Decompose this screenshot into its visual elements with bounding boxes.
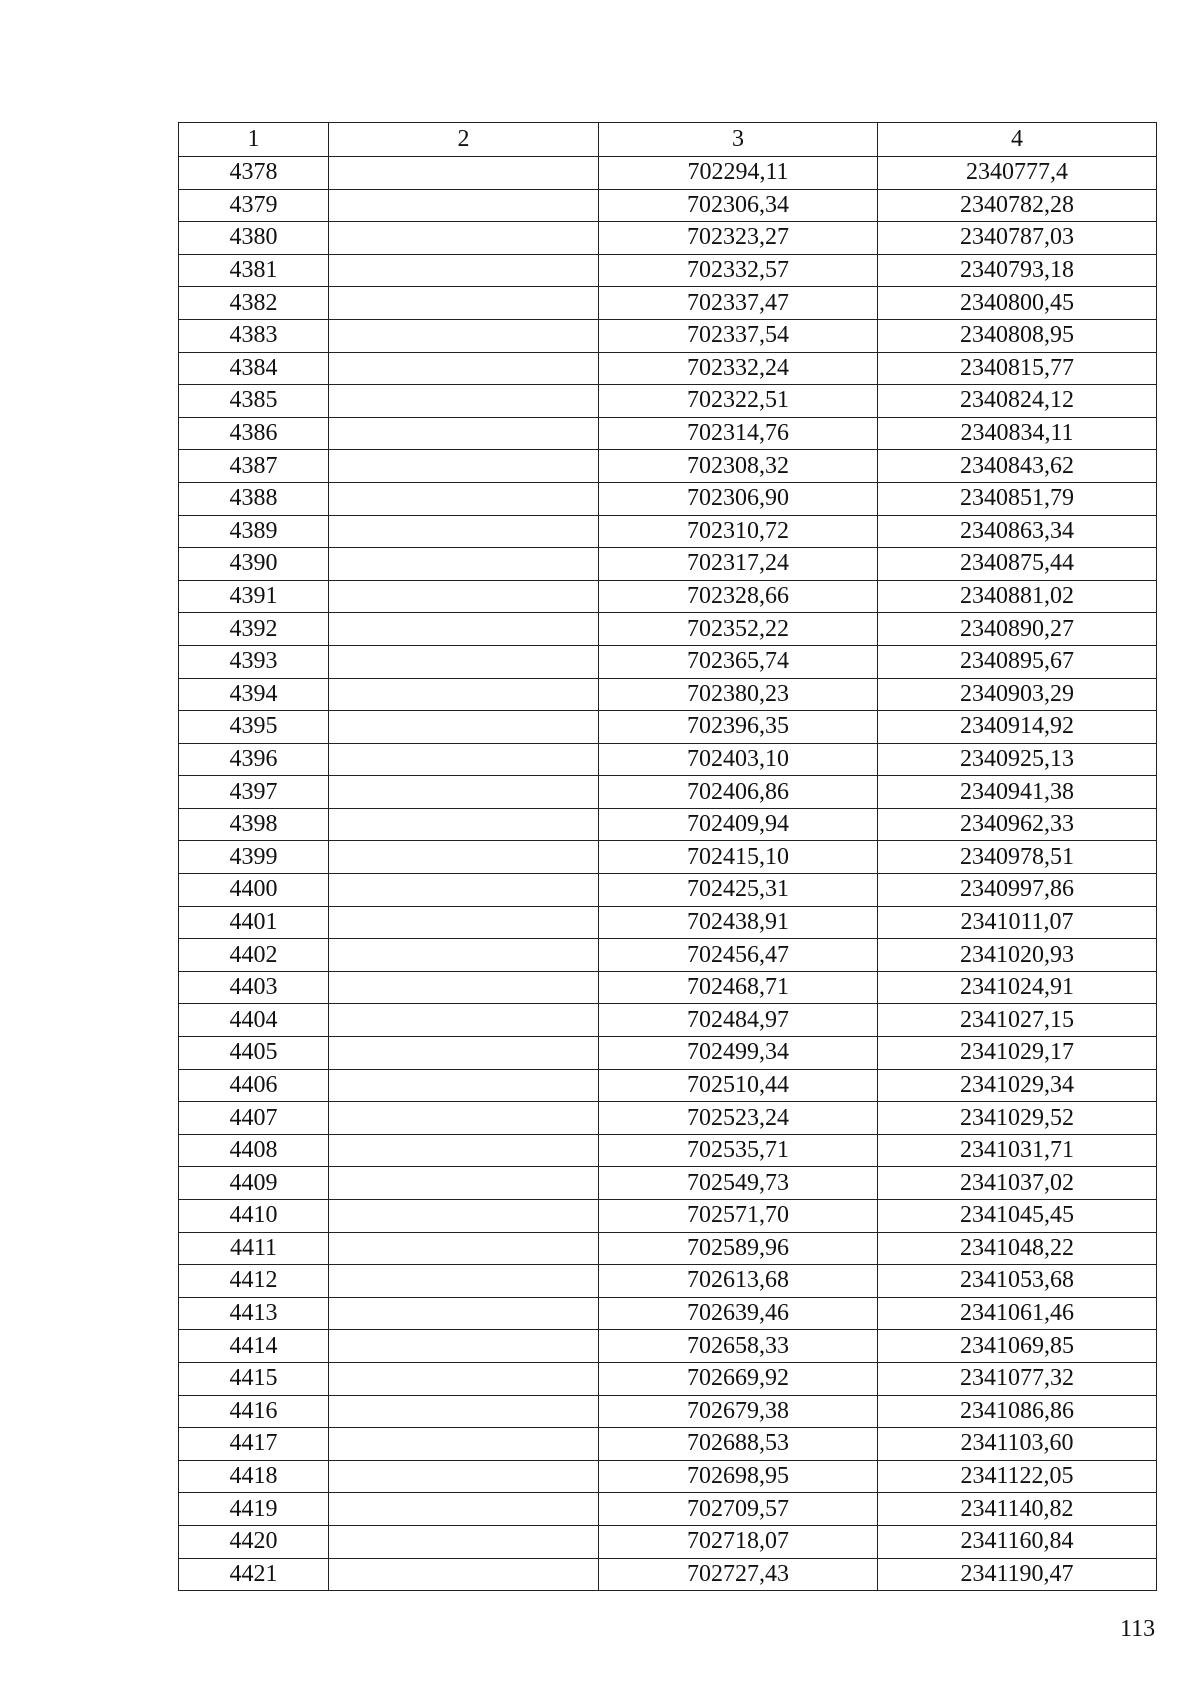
x-coordinate-cell: 702415,10 bbox=[599, 841, 878, 874]
point-number-cell: 4414 bbox=[179, 1330, 329, 1363]
column-2-cell bbox=[329, 580, 599, 613]
point-number-cell: 4412 bbox=[179, 1265, 329, 1298]
x-coordinate-cell: 702468,71 bbox=[599, 971, 878, 1004]
x-coordinate-cell: 702535,71 bbox=[599, 1134, 878, 1167]
column-2-cell bbox=[329, 482, 599, 515]
point-number-cell: 4409 bbox=[179, 1167, 329, 1200]
x-coordinate-cell: 702718,07 bbox=[599, 1525, 878, 1558]
y-coordinate-cell: 2340787,03 bbox=[878, 222, 1157, 255]
column-2-cell bbox=[329, 678, 599, 711]
x-coordinate-cell: 702669,92 bbox=[599, 1362, 878, 1395]
table-row bbox=[179, 417, 1157, 450]
point-number-cell: 4395 bbox=[179, 711, 329, 744]
table-row bbox=[179, 645, 1157, 678]
table-row bbox=[179, 1200, 1157, 1233]
column-2-cell bbox=[329, 548, 599, 581]
y-coordinate-cell: 2341103,60 bbox=[878, 1428, 1157, 1461]
x-coordinate-cell: 702688,53 bbox=[599, 1428, 878, 1461]
table-row bbox=[179, 874, 1157, 907]
column-2-cell bbox=[329, 711, 599, 744]
point-number-cell: 4387 bbox=[179, 450, 329, 483]
point-number-cell: 4381 bbox=[179, 254, 329, 287]
y-coordinate-cell: 2341048,22 bbox=[878, 1232, 1157, 1265]
point-number-cell: 4403 bbox=[179, 971, 329, 1004]
column-2-cell bbox=[329, 515, 599, 548]
x-coordinate-cell: 702308,32 bbox=[599, 450, 878, 483]
x-coordinate-cell: 702337,54 bbox=[599, 319, 878, 352]
point-number-cell: 4391 bbox=[179, 580, 329, 613]
table-row bbox=[179, 1167, 1157, 1200]
column-2-cell bbox=[329, 319, 599, 352]
point-number-cell: 4413 bbox=[179, 1297, 329, 1330]
coordinates-table bbox=[178, 122, 1157, 1591]
y-coordinate-cell: 2340875,44 bbox=[878, 548, 1157, 581]
point-number-cell: 4392 bbox=[179, 613, 329, 646]
point-number-cell: 4398 bbox=[179, 808, 329, 841]
x-coordinate-cell: 702499,34 bbox=[599, 1037, 878, 1070]
column-2-cell bbox=[329, 1037, 599, 1070]
table-row bbox=[179, 1069, 1157, 1102]
y-coordinate-cell: 2341029,52 bbox=[878, 1102, 1157, 1135]
y-coordinate-cell: 2340834,11 bbox=[878, 417, 1157, 450]
column-2-cell bbox=[329, 1134, 599, 1167]
y-coordinate-cell: 2340941,38 bbox=[878, 776, 1157, 809]
x-coordinate-cell: 702456,47 bbox=[599, 939, 878, 972]
x-coordinate-cell: 702484,97 bbox=[599, 1004, 878, 1037]
point-number-cell: 4390 bbox=[179, 548, 329, 581]
table-row bbox=[179, 450, 1157, 483]
point-number-cell: 4382 bbox=[179, 287, 329, 320]
column-2-cell bbox=[329, 1069, 599, 1102]
x-coordinate-cell: 702589,96 bbox=[599, 1232, 878, 1265]
x-coordinate-cell: 702306,34 bbox=[599, 189, 878, 222]
y-coordinate-cell: 2340863,34 bbox=[878, 515, 1157, 548]
y-coordinate-cell: 2340903,29 bbox=[878, 678, 1157, 711]
y-coordinate-cell: 2340851,79 bbox=[878, 482, 1157, 515]
x-coordinate-cell: 702709,57 bbox=[599, 1493, 878, 1526]
y-coordinate-cell: 2341031,71 bbox=[878, 1134, 1157, 1167]
table-body bbox=[179, 157, 1157, 1591]
x-coordinate-cell: 702406,86 bbox=[599, 776, 878, 809]
header-col-3: 3 bbox=[599, 123, 878, 157]
x-coordinate-cell: 702658,33 bbox=[599, 1330, 878, 1363]
point-number-cell: 4378 bbox=[179, 157, 329, 190]
y-coordinate-cell: 2341190,47 bbox=[878, 1558, 1157, 1591]
column-2-cell bbox=[329, 939, 599, 972]
x-coordinate-cell: 702679,38 bbox=[599, 1395, 878, 1428]
table-row bbox=[179, 580, 1157, 613]
x-coordinate-cell: 702639,46 bbox=[599, 1297, 878, 1330]
table-row bbox=[179, 1330, 1157, 1363]
point-number-cell: 4404 bbox=[179, 1004, 329, 1037]
y-coordinate-cell: 2340997,86 bbox=[878, 874, 1157, 907]
table-row bbox=[179, 319, 1157, 352]
table-row bbox=[179, 385, 1157, 418]
table-row bbox=[179, 1102, 1157, 1135]
point-number-cell: 4389 bbox=[179, 515, 329, 548]
column-2-cell bbox=[329, 1102, 599, 1135]
x-coordinate-cell: 702306,90 bbox=[599, 482, 878, 515]
x-coordinate-cell: 702425,31 bbox=[599, 874, 878, 907]
table-row bbox=[179, 841, 1157, 874]
point-number-cell: 4385 bbox=[179, 385, 329, 418]
table-row bbox=[179, 971, 1157, 1004]
y-coordinate-cell: 2340881,02 bbox=[878, 580, 1157, 613]
x-coordinate-cell: 702571,70 bbox=[599, 1200, 878, 1233]
x-coordinate-cell: 702337,47 bbox=[599, 287, 878, 320]
x-coordinate-cell: 702403,10 bbox=[599, 743, 878, 776]
x-coordinate-cell: 702323,27 bbox=[599, 222, 878, 255]
table-row bbox=[179, 1493, 1157, 1526]
x-coordinate-cell: 702352,22 bbox=[599, 613, 878, 646]
y-coordinate-cell: 2341020,93 bbox=[878, 939, 1157, 972]
point-number-cell: 4410 bbox=[179, 1200, 329, 1233]
x-coordinate-cell: 702409,94 bbox=[599, 808, 878, 841]
table-row bbox=[179, 613, 1157, 646]
y-coordinate-cell: 2341122,05 bbox=[878, 1460, 1157, 1493]
column-2-cell bbox=[329, 1395, 599, 1428]
y-coordinate-cell: 2341011,07 bbox=[878, 906, 1157, 939]
point-number-cell: 4415 bbox=[179, 1362, 329, 1395]
column-2-cell bbox=[329, 1460, 599, 1493]
table-row bbox=[179, 711, 1157, 744]
point-number-cell: 4406 bbox=[179, 1069, 329, 1102]
y-coordinate-cell: 2341140,82 bbox=[878, 1493, 1157, 1526]
table-row bbox=[179, 808, 1157, 841]
y-coordinate-cell: 2341029,17 bbox=[878, 1037, 1157, 1070]
table-row bbox=[179, 287, 1157, 320]
point-number-cell: 4384 bbox=[179, 352, 329, 385]
y-coordinate-cell: 2341027,15 bbox=[878, 1004, 1157, 1037]
y-coordinate-cell: 2340843,62 bbox=[878, 450, 1157, 483]
column-2-cell bbox=[329, 189, 599, 222]
table-row bbox=[179, 1297, 1157, 1330]
table-row bbox=[179, 1428, 1157, 1461]
point-number-cell: 4407 bbox=[179, 1102, 329, 1135]
table-row bbox=[179, 906, 1157, 939]
column-2-cell bbox=[329, 385, 599, 418]
point-number-cell: 4380 bbox=[179, 222, 329, 255]
x-coordinate-cell: 702328,66 bbox=[599, 580, 878, 613]
table-header-row bbox=[179, 123, 1157, 157]
x-coordinate-cell: 702322,51 bbox=[599, 385, 878, 418]
point-number-cell: 4393 bbox=[179, 645, 329, 678]
y-coordinate-cell: 2340782,28 bbox=[878, 189, 1157, 222]
y-coordinate-cell: 2341053,68 bbox=[878, 1265, 1157, 1298]
table-row bbox=[179, 515, 1157, 548]
y-coordinate-cell: 2340824,12 bbox=[878, 385, 1157, 418]
y-coordinate-cell: 2340895,67 bbox=[878, 645, 1157, 678]
x-coordinate-cell: 702510,44 bbox=[599, 1069, 878, 1102]
header-col-2: 2 bbox=[329, 123, 599, 157]
y-coordinate-cell: 2341024,91 bbox=[878, 971, 1157, 1004]
y-coordinate-cell: 2340962,33 bbox=[878, 808, 1157, 841]
y-coordinate-cell: 2340890,27 bbox=[878, 613, 1157, 646]
table-row bbox=[179, 254, 1157, 287]
column-2-cell bbox=[329, 906, 599, 939]
column-2-cell bbox=[329, 1297, 599, 1330]
column-2-cell bbox=[329, 157, 599, 190]
column-2-cell bbox=[329, 1167, 599, 1200]
column-2-cell bbox=[329, 1004, 599, 1037]
point-number-cell: 4388 bbox=[179, 482, 329, 515]
table-row bbox=[179, 743, 1157, 776]
x-coordinate-cell: 702380,23 bbox=[599, 678, 878, 711]
point-number-cell: 4400 bbox=[179, 874, 329, 907]
table-row bbox=[179, 1395, 1157, 1428]
point-number-cell: 4396 bbox=[179, 743, 329, 776]
point-number-cell: 4421 bbox=[179, 1558, 329, 1591]
y-coordinate-cell: 2341029,34 bbox=[878, 1069, 1157, 1102]
x-coordinate-cell: 702294,11 bbox=[599, 157, 878, 190]
page-number: 113 bbox=[1120, 1616, 1156, 1642]
column-2-cell bbox=[329, 874, 599, 907]
table-row bbox=[179, 1460, 1157, 1493]
column-2-cell bbox=[329, 417, 599, 450]
table-row bbox=[179, 678, 1157, 711]
column-2-cell bbox=[329, 1558, 599, 1591]
table-row bbox=[179, 1037, 1157, 1070]
table-row bbox=[179, 222, 1157, 255]
table-row bbox=[179, 939, 1157, 972]
point-number-cell: 4394 bbox=[179, 678, 329, 711]
point-number-cell: 4379 bbox=[179, 189, 329, 222]
column-2-cell bbox=[329, 1493, 599, 1526]
point-number-cell: 4417 bbox=[179, 1428, 329, 1461]
point-number-cell: 4399 bbox=[179, 841, 329, 874]
y-coordinate-cell: 2340978,51 bbox=[878, 841, 1157, 874]
x-coordinate-cell: 702438,91 bbox=[599, 906, 878, 939]
y-coordinate-cell: 2340808,95 bbox=[878, 319, 1157, 352]
column-2-cell bbox=[329, 776, 599, 809]
column-2-cell bbox=[329, 645, 599, 678]
header-col-1: 1 bbox=[179, 123, 329, 157]
x-coordinate-cell: 702523,24 bbox=[599, 1102, 878, 1135]
column-2-cell bbox=[329, 450, 599, 483]
y-coordinate-cell: 2340925,13 bbox=[878, 743, 1157, 776]
x-coordinate-cell: 702314,76 bbox=[599, 417, 878, 450]
x-coordinate-cell: 702332,57 bbox=[599, 254, 878, 287]
x-coordinate-cell: 702317,24 bbox=[599, 548, 878, 581]
point-number-cell: 4420 bbox=[179, 1525, 329, 1558]
table-row bbox=[179, 548, 1157, 581]
header-col-4: 4 bbox=[878, 123, 1157, 157]
column-2-cell bbox=[329, 254, 599, 287]
y-coordinate-cell: 2340793,18 bbox=[878, 254, 1157, 287]
point-number-cell: 4402 bbox=[179, 939, 329, 972]
column-2-cell bbox=[329, 808, 599, 841]
table-row bbox=[179, 1265, 1157, 1298]
column-2-cell bbox=[329, 352, 599, 385]
column-2-cell bbox=[329, 1428, 599, 1461]
column-2-cell bbox=[329, 971, 599, 1004]
column-2-cell bbox=[329, 222, 599, 255]
y-coordinate-cell: 2341160,84 bbox=[878, 1525, 1157, 1558]
point-number-cell: 4419 bbox=[179, 1493, 329, 1526]
x-coordinate-cell: 702365,74 bbox=[599, 645, 878, 678]
point-number-cell: 4397 bbox=[179, 776, 329, 809]
y-coordinate-cell: 2341086,86 bbox=[878, 1395, 1157, 1428]
table-row bbox=[179, 776, 1157, 809]
table-row bbox=[179, 157, 1157, 190]
table-row bbox=[179, 482, 1157, 515]
point-number-cell: 4401 bbox=[179, 906, 329, 939]
point-number-cell: 4405 bbox=[179, 1037, 329, 1070]
table-row bbox=[179, 1232, 1157, 1265]
table-row bbox=[179, 189, 1157, 222]
y-coordinate-cell: 2341037,02 bbox=[878, 1167, 1157, 1200]
column-2-cell bbox=[329, 613, 599, 646]
x-coordinate-cell: 702332,24 bbox=[599, 352, 878, 385]
column-2-cell bbox=[329, 743, 599, 776]
y-coordinate-cell: 2340914,92 bbox=[878, 711, 1157, 744]
table-row bbox=[179, 352, 1157, 385]
y-coordinate-cell: 2341069,85 bbox=[878, 1330, 1157, 1363]
y-coordinate-cell: 2341077,32 bbox=[878, 1362, 1157, 1395]
x-coordinate-cell: 702613,68 bbox=[599, 1265, 878, 1298]
x-coordinate-cell: 702310,72 bbox=[599, 515, 878, 548]
column-2-cell bbox=[329, 841, 599, 874]
y-coordinate-cell: 2340815,77 bbox=[878, 352, 1157, 385]
table-row bbox=[179, 1525, 1157, 1558]
point-number-cell: 4416 bbox=[179, 1395, 329, 1428]
column-2-cell bbox=[329, 1265, 599, 1298]
y-coordinate-cell: 2341045,45 bbox=[878, 1200, 1157, 1233]
column-2-cell bbox=[329, 1200, 599, 1233]
point-number-cell: 4386 bbox=[179, 417, 329, 450]
x-coordinate-cell: 702549,73 bbox=[599, 1167, 878, 1200]
y-coordinate-cell: 2341061,46 bbox=[878, 1297, 1157, 1330]
table-row bbox=[179, 1004, 1157, 1037]
column-2-cell bbox=[329, 1232, 599, 1265]
column-2-cell bbox=[329, 1330, 599, 1363]
x-coordinate-cell: 702727,43 bbox=[599, 1558, 878, 1591]
column-2-cell bbox=[329, 1525, 599, 1558]
point-number-cell: 4418 bbox=[179, 1460, 329, 1493]
point-number-cell: 4411 bbox=[179, 1232, 329, 1265]
x-coordinate-cell: 702396,35 bbox=[599, 711, 878, 744]
y-coordinate-cell: 2340777,4 bbox=[878, 157, 1157, 190]
column-2-cell bbox=[329, 287, 599, 320]
column-2-cell bbox=[329, 1362, 599, 1395]
point-number-cell: 4383 bbox=[179, 319, 329, 352]
x-coordinate-cell: 702698,95 bbox=[599, 1460, 878, 1493]
point-number-cell: 4408 bbox=[179, 1134, 329, 1167]
table-row bbox=[179, 1558, 1157, 1591]
table-row bbox=[179, 1362, 1157, 1395]
y-coordinate-cell: 2340800,45 bbox=[878, 287, 1157, 320]
table-row bbox=[179, 1134, 1157, 1167]
